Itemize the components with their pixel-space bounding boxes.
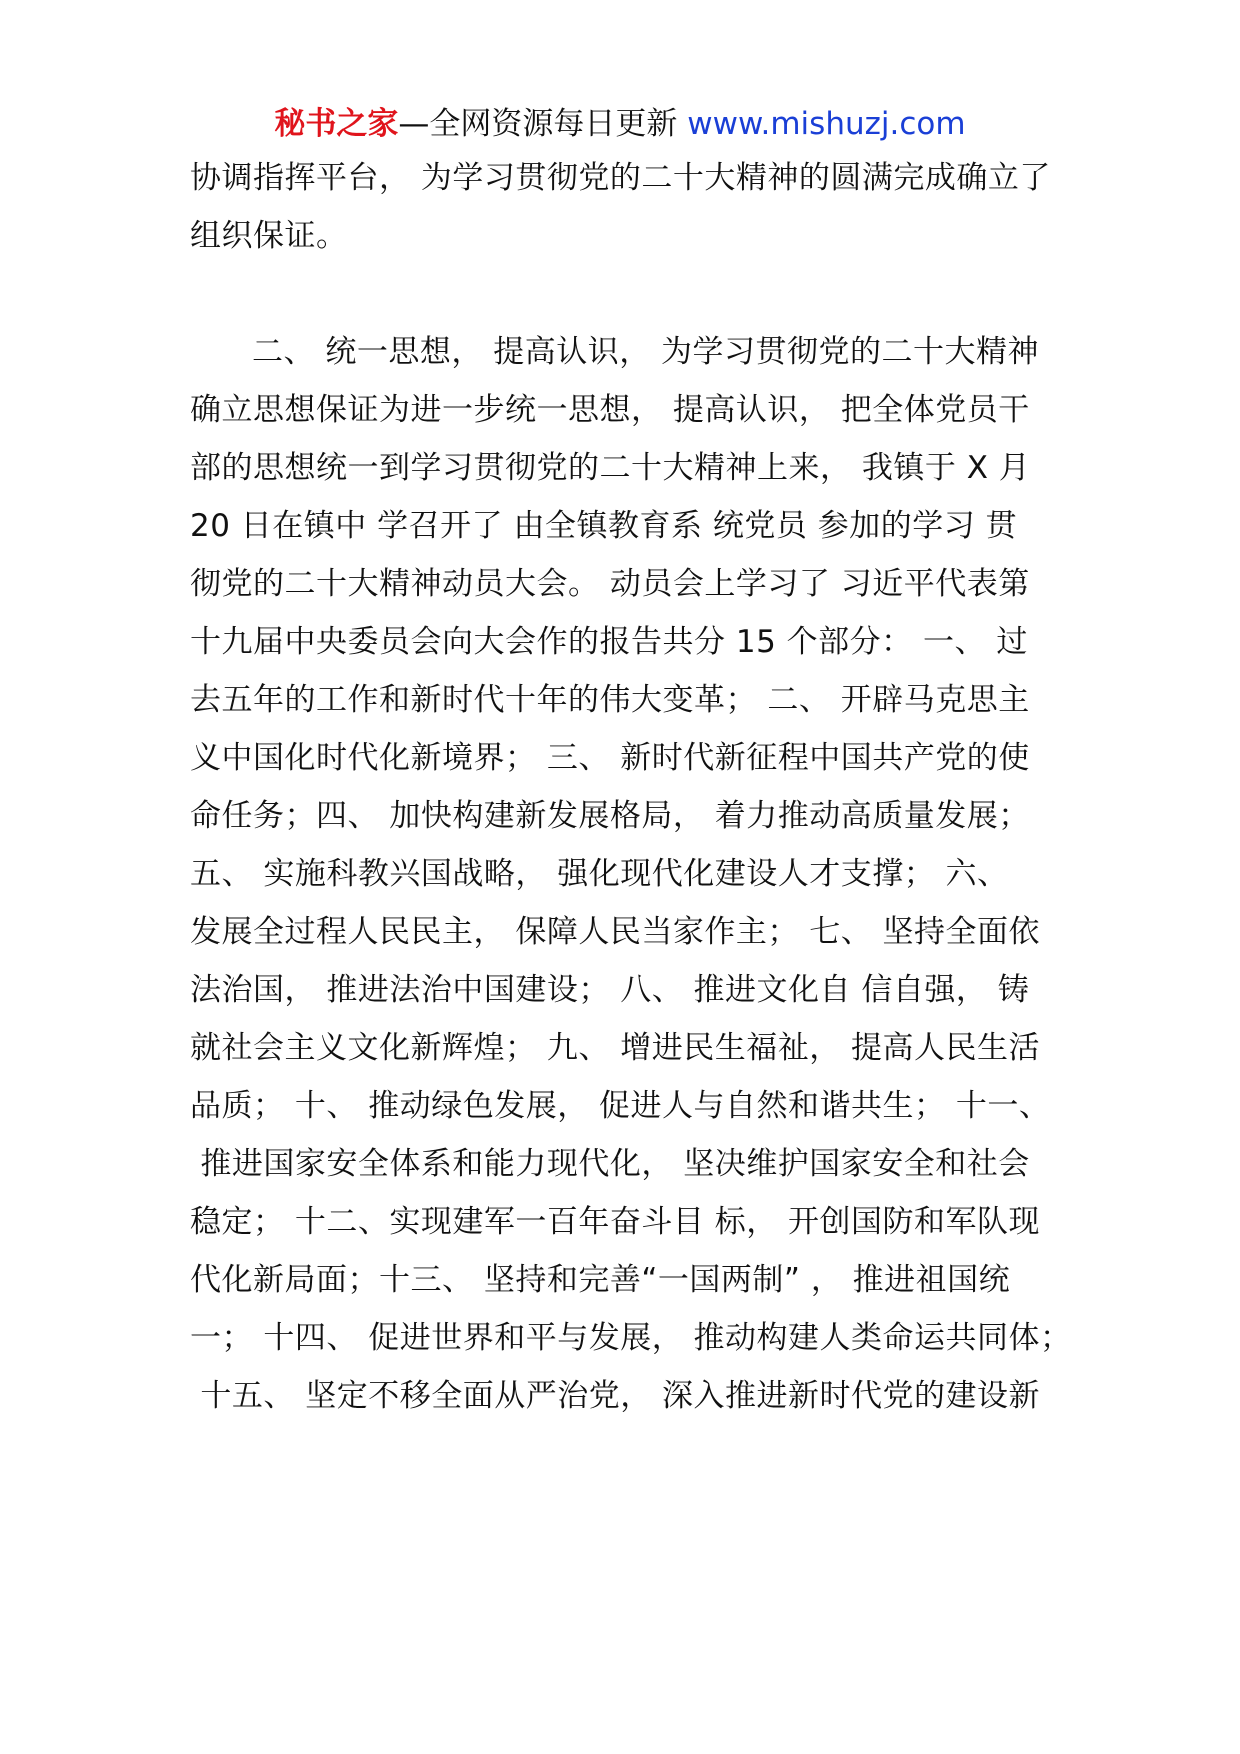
text-line: 一； 十四、 促进世界和平与发展， 推动构建人类命运共同体； — [190, 1320, 1072, 1356]
text-line: 十九届中央委员会向大会作的报告共分 15 个部分： 一、 过 — [190, 624, 1028, 660]
text-line: 部的思想统一到学习贯彻党的二十大精神上来， 我镇于 X 月 — [190, 450, 1031, 486]
section-heading-line: 二、 统一思想， 提高认识， 为学习贯彻党的二十大精神 — [252, 334, 1040, 370]
text-line: 发展全过程人民民主， 保障人民当家作主； 七、 坚持全面依 — [190, 914, 1041, 950]
text-line: 品质； 十、 推动绿色发展， 促进人与自然和谐共生； 十一、 — [190, 1088, 1051, 1124]
text-line: 去五年的工作和新时代十年的伟大变革； 二、 开辟马克思主 — [190, 682, 1030, 718]
text-line: 组织保证。 — [190, 218, 348, 254]
text-line: 命任务；四、 加快构建新发展格局， 着力推动高质量发展； — [190, 798, 1030, 834]
text-line: 代化新局面；十三、 坚持和完善“一国两制” ， 推进祖国统 — [190, 1262, 1011, 1298]
text-line: 彻党的二十大精神动员大会。 动员会上学习了 习近平代表第 — [190, 566, 1030, 602]
text-line: 推进国家安全体系和能力现代化， 坚决维护国家安全和社会 — [190, 1146, 1030, 1182]
text-line: 义中国化时代化新境界； 三、 新时代新征程中国共产党的使 — [190, 740, 1030, 776]
text-line: 确立思想保证为进一步统一思想， 提高认识， 把全体党员干 — [190, 392, 1030, 428]
header-tagline: —全网资源每日更新 — [398, 106, 678, 142]
brand-name: 秘书之家 — [274, 106, 399, 142]
text-line: 五、 实施科教兴国战略， 强化现代化建设人才支撑； 六、 — [190, 856, 1009, 892]
text-line: 协调指挥平台， 为学习贯彻党的二十大精神的圆满完成确立了 — [190, 160, 1051, 196]
text-line: 就社会主义文化新辉煌； 九、 增进民生福祉， 提高人民生活 — [190, 1030, 1041, 1066]
text-line: 20 日在镇中 学召开了 由全镇教育系 统党员 参加的学习 贯 — [190, 508, 1018, 544]
text-line: 稳定； 十二、实现建军一百年奋斗目 标， 开创国防和军队现 — [190, 1204, 1041, 1240]
text-line: 十五、 坚定不移全面从严治党， 深入推进新时代党的建设新 — [190, 1378, 1041, 1414]
header-url[interactable]: www.mishuzj.com — [687, 106, 966, 142]
text-line: 法治国， 推进法治中国建设； 八、 推进文化自 信自强， 铸 — [190, 972, 1030, 1008]
